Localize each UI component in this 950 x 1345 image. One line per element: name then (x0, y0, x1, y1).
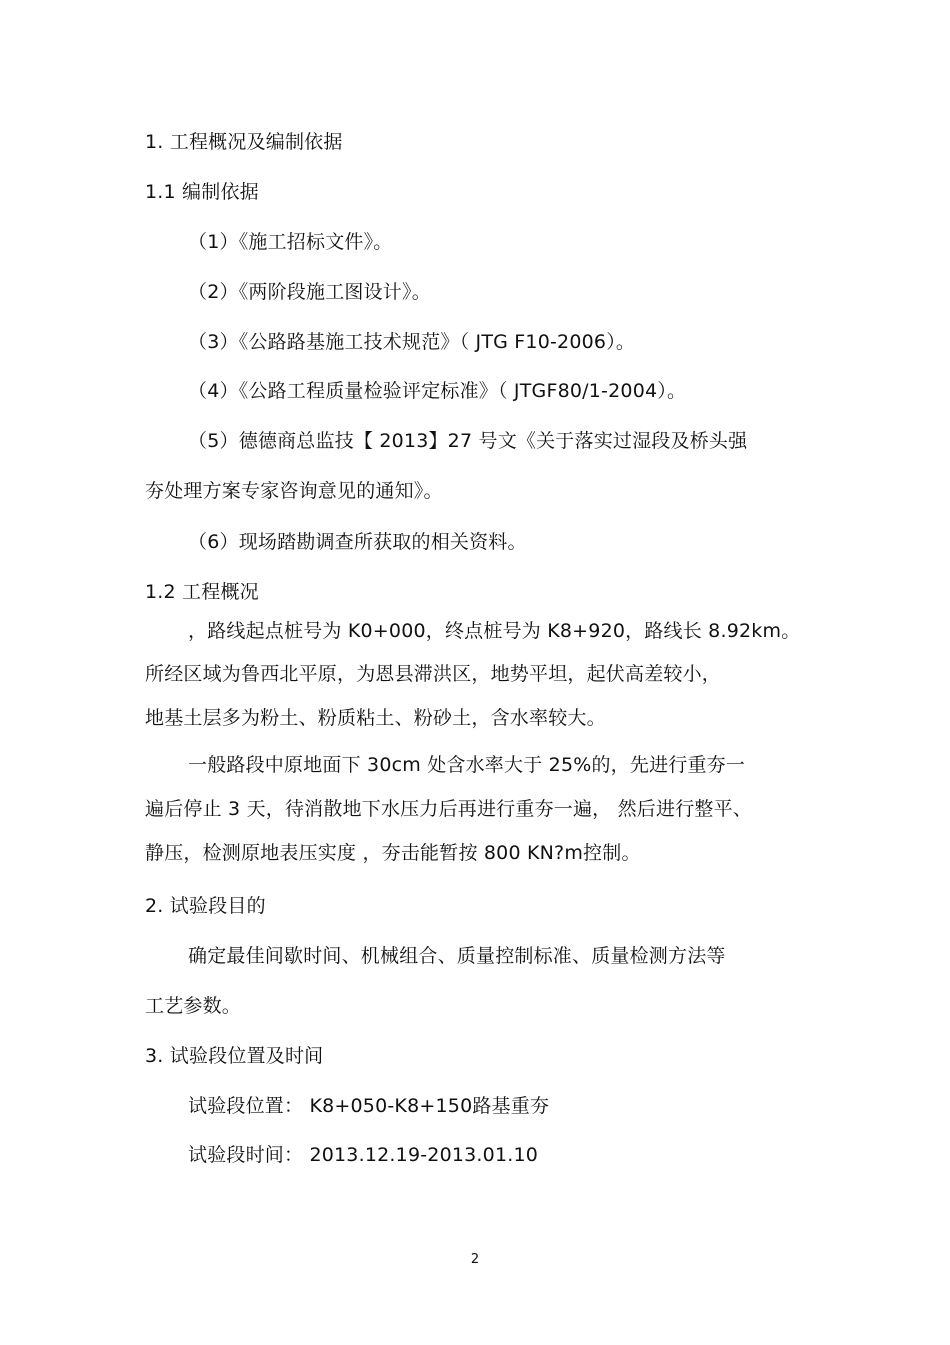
heading-2: 2. 试验段目的 (145, 895, 266, 917)
heading-1-2: 1.2 工程概况 (145, 581, 259, 603)
heading-3: 3. 试验段位置及时间 (145, 1045, 324, 1067)
page-number: 2 (470, 1252, 480, 1267)
basis-item-1: （1）《施工招标文件》。 (188, 231, 393, 253)
basis-item-5-continued: 夯处理方案专家咨询意见的通知》。 (145, 480, 443, 502)
purpose-line-2: 工艺参数。 (145, 995, 242, 1017)
overview-line-4: 一般路段中原地面下 30cm 处含水率大于 25%的，先进行重夯一 (188, 754, 746, 776)
overview-line-1: ，路线起点桩号为 K0+000，终点桩号为 K8+920，路线长 8.92km。 (188, 620, 801, 642)
test-section-location: 试验段位置： K8+050-K8+150路基重夯 (188, 1095, 550, 1117)
overview-line-6: 静压，检测原地表压实度 ，夯击能暂按 800 KN?m控制。 (145, 842, 641, 864)
basis-item-6: （6）现场踏勘调查所获取的相关资料。 (188, 531, 527, 553)
basis-item-3: （3）《公路路基施工技术规范》（ JTG F10-2006）。 (188, 331, 636, 353)
overview-line-5: 遍后停止 3 天，待消散地下水压力后再进行重夯一遍， 然后进行整平、 (145, 798, 753, 820)
test-section-time: 试验段时间： 2013.12.19-2013.01.10 (188, 1144, 539, 1166)
heading-1: 1. 工程概况及编制依据 (145, 131, 343, 153)
basis-item-2: （2）《两阶段施工图设计》。 (188, 281, 431, 303)
purpose-line-1: 确定最佳间歇时间、机械组合、质量控制标准、质量检测方法等 (188, 945, 726, 967)
overview-line-3: 地基土层多为粉土、粉质粘土、粉砂土，含水率较大。 (145, 707, 606, 729)
heading-1-1: 1.1 编制依据 (145, 181, 259, 203)
basis-item-4: （4）《公路工程质量检验评定标准》（ JTGF80/1-2004）。 (188, 380, 687, 402)
overview-line-2: 所经区域为鲁西北平原，为恩县滞洪区，地势平坦，起伏高差较小， (145, 663, 722, 685)
basis-item-5: （5）德德商总监技【 2013】27 号文《关于落实过湿段及桥头强 (188, 430, 748, 452)
